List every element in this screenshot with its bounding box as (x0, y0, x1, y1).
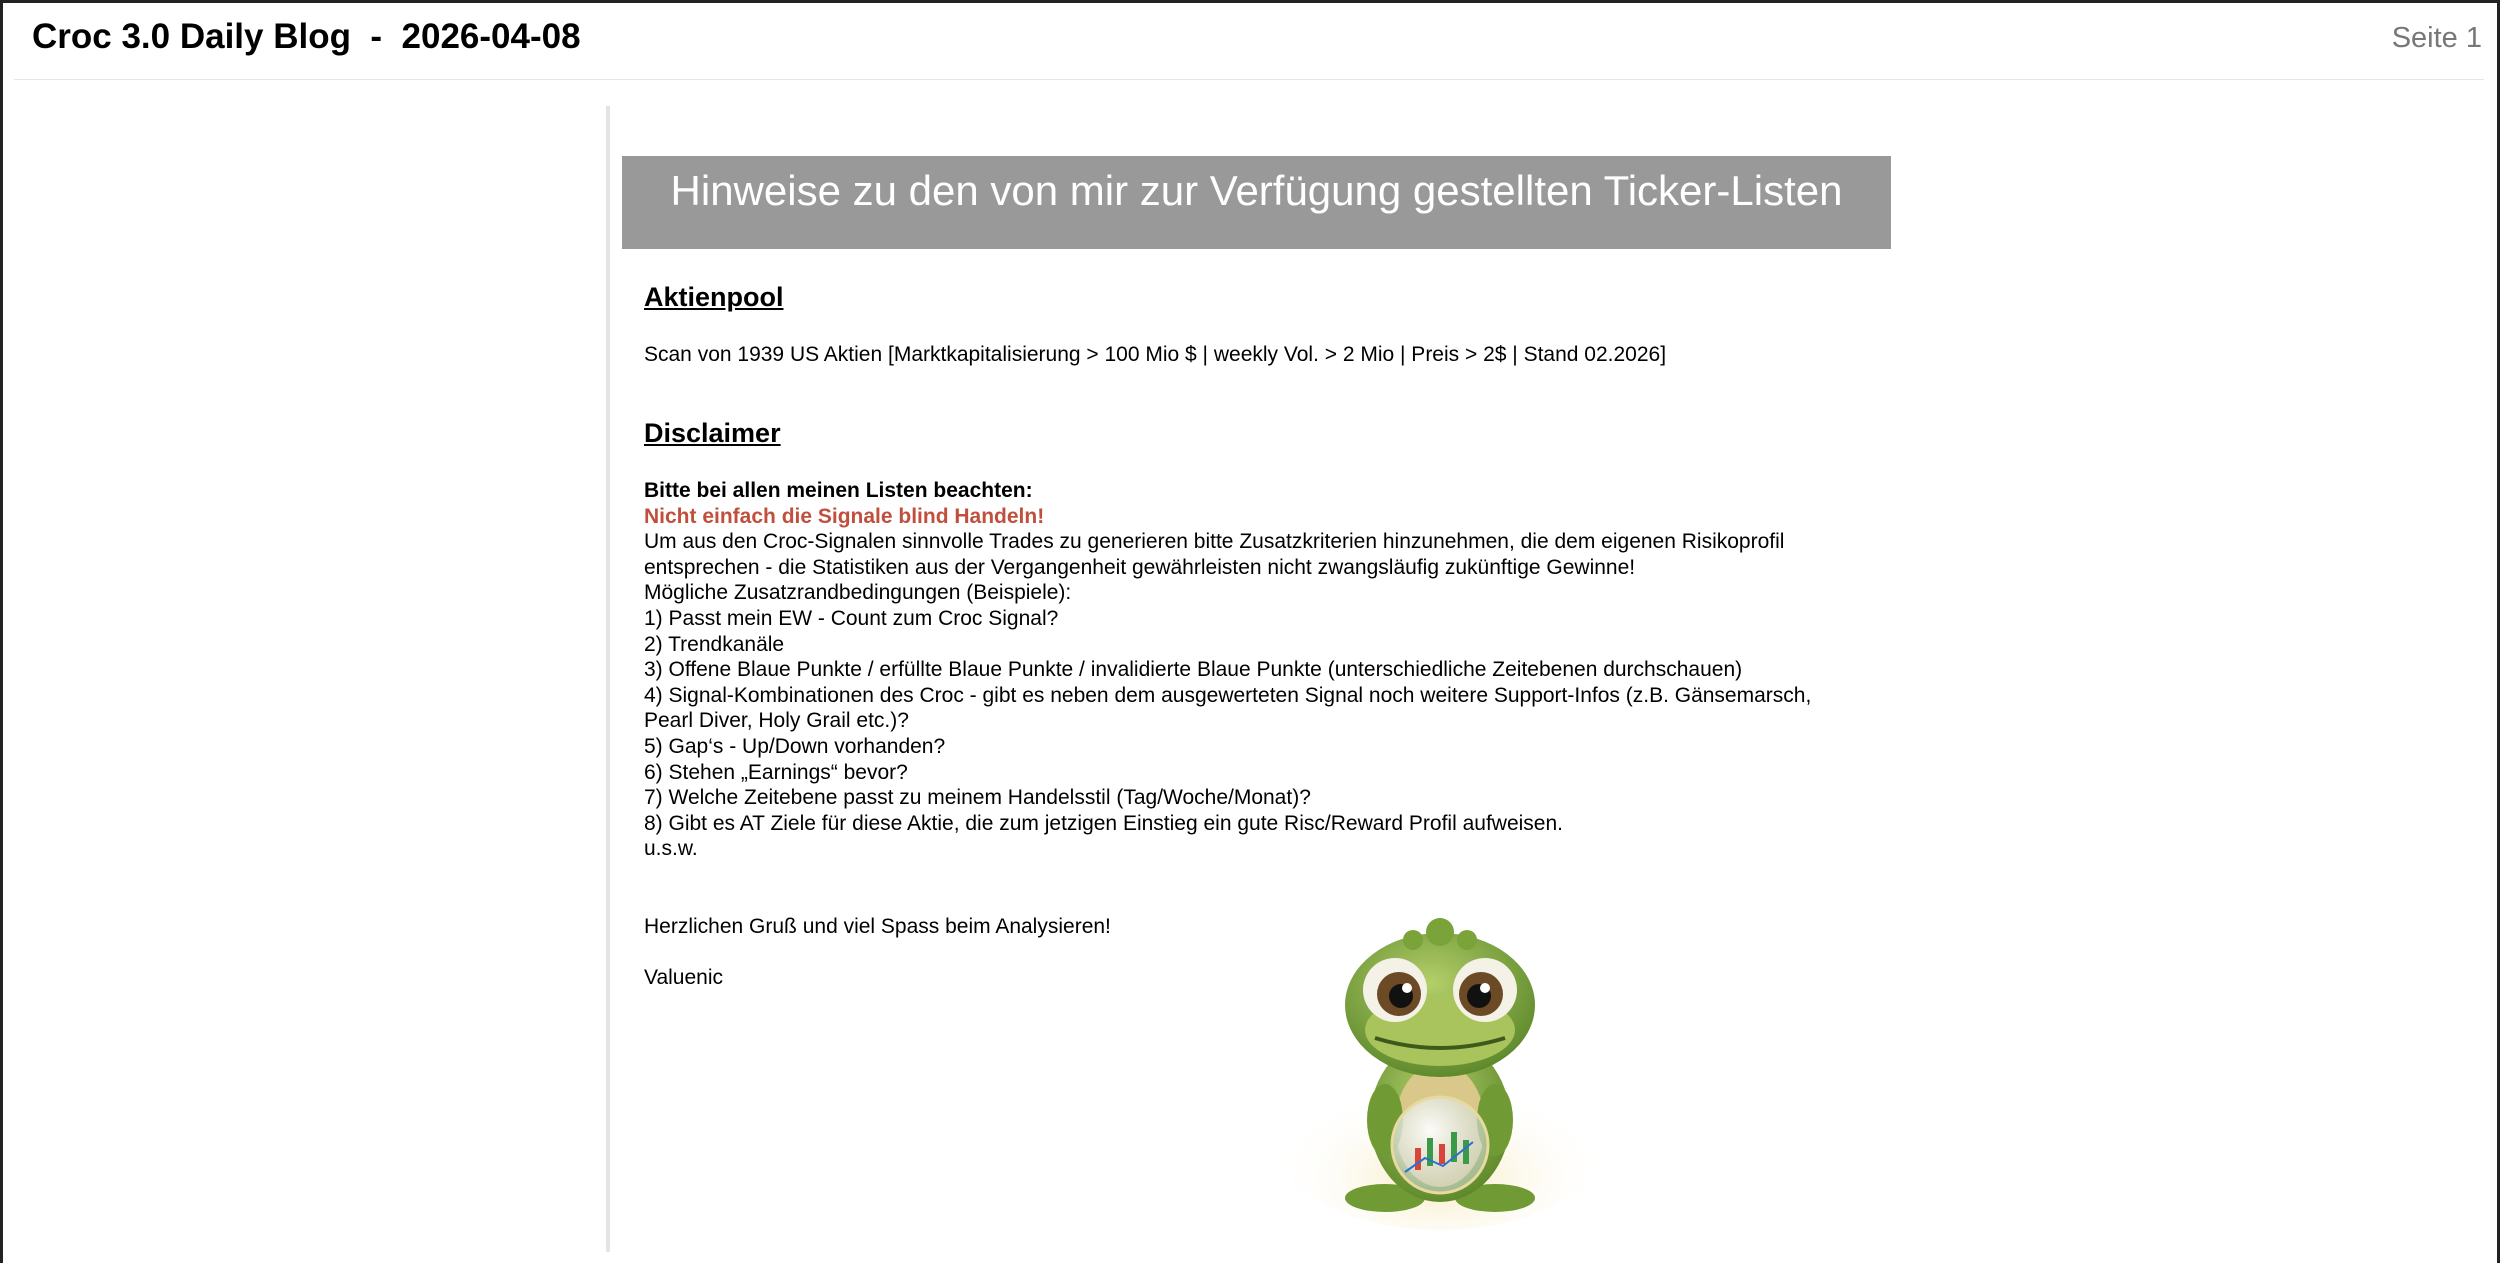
blog-title: Croc 3.0 Daily Blog - 2026-04-08 (32, 17, 581, 56)
signature-text: Valuenic (644, 966, 723, 989)
disclaimer-line: entsprechen - die Statistiken aus der Vergangenheit gewährleisten nicht zwangsläufig zukünftige Gewinne! (644, 555, 1636, 579)
disclaimer-line: 6) Stehen „Earnings“ bevor? (644, 760, 908, 784)
aktienpool-text: Scan von 1939 US Aktien [Marktkapitalisierung > 100 Mio $ | weekly Vol. > 2 Mio | Preis > 2$ | Stand 02.2026] (644, 343, 1667, 366)
disclaimer-line: Mögliche Zusatzrandbedingungen (Beispiele): (644, 581, 1072, 605)
top-bar (14, 3, 2484, 80)
crocodile-mascot-icon (1265, 880, 1615, 1230)
disclaimer-line: 1) Passt mein EW - Count zum Croc Signal? (644, 607, 1059, 630)
disclaimer-line: u.s.w. (644, 837, 698, 861)
disclaimer-line: 2) Trendkanäle (644, 632, 785, 656)
disclaimer-line: 5) Gap‘s - Up/Down vorhanden? (644, 735, 946, 758)
disclaimer-line: 7) Welche Zeitebene passt zu meinem Handelsstil (Tag/Woche/Monat)? (644, 786, 1311, 810)
disclaimer-note: Bitte bei allen meinen Listen beachten: (644, 479, 1033, 502)
disclaimer-line: 4) Signal-Kombinationen des Croc - gibt es neben dem ausgewerteten Signal noch weitere Support-Infos (z.B. Gänsemarsch, (644, 683, 1812, 707)
page-indicator: Seite 1 (2391, 22, 2482, 54)
greeting-text: Herzlichen Gruß und viel Spass beim Analysieren! (644, 915, 1111, 938)
disclaimer-line: Um aus den Croc-Signalen sinnvolle Trades zu generieren bitte Zusatzkriterien hinzunehmen, die dem eigenen Risikoprofil (644, 530, 1785, 554)
banner-title: Hinweise zu den von mir zur Verfügung gestellten Ticker-Listen (622, 156, 1891, 249)
section-heading-disclaimer: Disclaimer (644, 418, 781, 448)
disclaimer-warning: Nicht einfach die Signale blind Handeln! (644, 504, 1045, 528)
disclaimer-line: 3) Offene Blaue Punkte / erfüllte Blaue Punkte / invalidierte Blaue Punkte (unterschiedliche Zeitebenen durchschauen) (644, 658, 1743, 682)
disclaimer-line: 8) Gibt es AT Ziele für diese Aktie, die zum jetzigen Einstieg ein gute Risc/Reward Profil aufweisen. (644, 811, 1563, 835)
disclaimer-line: Pearl Diver, Holy Grail etc.)? (644, 709, 909, 733)
section-heading-aktienpool: Aktienpool (644, 282, 784, 312)
